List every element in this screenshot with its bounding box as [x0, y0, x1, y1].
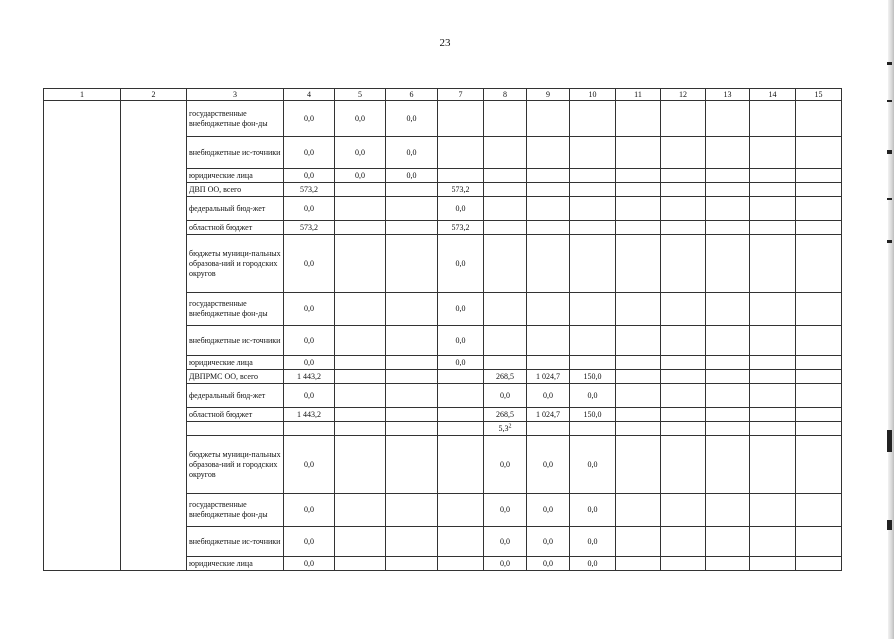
table-cell: 0,0 — [527, 436, 570, 494]
table-cell — [796, 137, 842, 169]
table-cell — [661, 527, 706, 557]
table-cell: 573,2 — [284, 183, 335, 197]
scan-mark — [887, 430, 892, 452]
table-cell — [386, 197, 438, 221]
table-row — [44, 101, 842, 137]
table-cell — [484, 326, 527, 356]
column-header: 7 — [438, 89, 484, 101]
table-cell — [750, 137, 796, 169]
table-cell: 268,5 — [484, 408, 527, 422]
table-cell — [706, 494, 750, 527]
column-header: 6 — [386, 89, 438, 101]
table-cell: 0,0 — [570, 527, 616, 557]
table-cell — [527, 169, 570, 183]
table-cell — [616, 436, 661, 494]
table-cell: 0,0 — [438, 197, 484, 221]
row-label: бюджеты муници-пальных образова-ний и городских округов — [187, 436, 284, 494]
scan-edge — [888, 0, 894, 639]
table-cell — [706, 557, 750, 571]
table-cell: 0,0 — [284, 436, 335, 494]
scan-mark — [887, 100, 892, 102]
table-cell — [750, 197, 796, 221]
table-cell — [335, 384, 386, 408]
table-cell — [484, 235, 527, 293]
table-cell — [661, 370, 706, 384]
table-cell: 268,5 — [484, 370, 527, 384]
table-cell — [750, 169, 796, 183]
table-cell — [796, 293, 842, 326]
table-cell — [796, 235, 842, 293]
table-cell — [484, 356, 527, 370]
table-cell: 0,0 — [284, 326, 335, 356]
table-cell: 0,0 — [386, 169, 438, 183]
budget-table — [43, 88, 842, 571]
row-label: федеральный бюд-жет — [187, 384, 284, 408]
table-cell — [661, 494, 706, 527]
table-cell: 0,0 — [284, 197, 335, 221]
table-cell — [386, 293, 438, 326]
column-1-cell — [44, 101, 121, 571]
table-cell — [750, 293, 796, 326]
table-cell: 1 443,2 — [284, 408, 335, 422]
scan-mark — [887, 520, 892, 530]
table-cell — [484, 137, 527, 169]
table-cell — [335, 235, 386, 293]
table-cell — [661, 101, 706, 137]
table-cell — [796, 408, 842, 422]
table-cell — [616, 557, 661, 571]
table-cell — [661, 408, 706, 422]
table-cell — [438, 137, 484, 169]
table-cell: 0,0 — [284, 557, 335, 571]
table-cell — [750, 422, 796, 436]
scan-mark — [887, 198, 892, 200]
table-cell: 0,0 — [284, 101, 335, 137]
table-cell — [706, 408, 750, 422]
table-cell: 0,0 — [570, 557, 616, 571]
table-cell — [706, 356, 750, 370]
row-label: внебюджетные ис-точники — [187, 326, 284, 356]
table-cell — [706, 101, 750, 137]
table-body — [44, 101, 842, 571]
table-cell: 0,0 — [438, 293, 484, 326]
column-header: 14 — [750, 89, 796, 101]
table-cell — [527, 422, 570, 436]
table-cell — [706, 422, 750, 436]
row-label: государственные внебюджетные фон-ды — [187, 101, 284, 137]
table-cell — [616, 169, 661, 183]
table-cell: 0,0 — [570, 384, 616, 408]
table-cell — [386, 235, 438, 293]
table-cell — [706, 293, 750, 326]
table-cell — [616, 408, 661, 422]
column-header: 5 — [335, 89, 386, 101]
column-header: 13 — [706, 89, 750, 101]
table-cell — [570, 137, 616, 169]
table-cell — [438, 494, 484, 527]
table-cell — [706, 235, 750, 293]
table-cell — [438, 557, 484, 571]
table-cell — [750, 356, 796, 370]
column-header: 3 — [187, 89, 284, 101]
table-cell — [750, 527, 796, 557]
table-cell — [661, 422, 706, 436]
table-cell — [616, 326, 661, 356]
table-cell — [527, 326, 570, 356]
footnote-mark: 2 — [508, 422, 512, 429]
table-cell — [616, 384, 661, 408]
table-cell: 0,0 — [335, 101, 386, 137]
table-cell — [438, 169, 484, 183]
table-cell — [484, 183, 527, 197]
row-label: ДВПРМС ОО, всего — [187, 370, 284, 384]
table-cell — [335, 326, 386, 356]
table-cell: 0,0 — [335, 137, 386, 169]
column-header: 4 — [284, 89, 335, 101]
table-cell — [796, 326, 842, 356]
table-cell — [335, 408, 386, 422]
table-cell — [616, 137, 661, 169]
table-cell: 0,0 — [527, 384, 570, 408]
column-header: 1 — [44, 89, 121, 101]
table-cell: 0,0 — [284, 235, 335, 293]
table-cell — [386, 326, 438, 356]
column-header: 2 — [121, 89, 187, 101]
table-cell — [661, 356, 706, 370]
scan-mark — [887, 150, 892, 154]
table-cell: 573,2 — [438, 183, 484, 197]
table-cell: 0,0 — [484, 384, 527, 408]
table-cell — [706, 384, 750, 408]
table-cell — [750, 101, 796, 137]
table-cell: 0,0 — [284, 293, 335, 326]
table-cell — [661, 183, 706, 197]
table-cell — [750, 183, 796, 197]
table-cell — [750, 370, 796, 384]
table-cell: 573,2 — [284, 221, 335, 235]
table-cell — [527, 221, 570, 235]
table-cell — [335, 494, 386, 527]
table-cell — [661, 197, 706, 221]
table-cell — [661, 557, 706, 571]
scan-mark — [887, 240, 892, 243]
row-label: государственные внебюджетные фон-ды — [187, 293, 284, 326]
column-header: 8 — [484, 89, 527, 101]
table-cell — [616, 183, 661, 197]
table-cell — [661, 326, 706, 356]
table-cell — [796, 356, 842, 370]
table-cell — [438, 384, 484, 408]
table-cell — [570, 326, 616, 356]
table-cell — [335, 183, 386, 197]
page-number: 23 — [439, 37, 451, 49]
table-cell — [706, 326, 750, 356]
table-cell — [796, 197, 842, 221]
table-cell — [386, 370, 438, 384]
table-cell: 0,0 — [484, 436, 527, 494]
table-cell — [706, 197, 750, 221]
table-cell: 0,0 — [284, 527, 335, 557]
table-cell — [438, 408, 484, 422]
table-cell — [438, 527, 484, 557]
table-cell — [386, 527, 438, 557]
table-cell: 150,0 — [570, 370, 616, 384]
table-cell — [484, 221, 527, 235]
table-cell: 1 024,7 — [527, 370, 570, 384]
table-cell — [661, 235, 706, 293]
table-cell — [706, 436, 750, 494]
table-cell — [661, 436, 706, 494]
table-cell: 150,0 — [570, 408, 616, 422]
table-cell — [661, 221, 706, 235]
table-cell — [527, 356, 570, 370]
table-cell — [527, 197, 570, 221]
column-header: 15 — [796, 89, 842, 101]
table-cell — [438, 422, 484, 436]
table-cell — [796, 169, 842, 183]
table-cell — [484, 197, 527, 221]
table-cell — [570, 183, 616, 197]
table-cell — [706, 137, 750, 169]
table-cell: 0,0 — [386, 101, 438, 137]
table-cell: 0,0 — [284, 494, 335, 527]
table-cell — [335, 356, 386, 370]
table-cell — [570, 101, 616, 137]
table-cell — [661, 137, 706, 169]
table-cell — [616, 356, 661, 370]
table-cell — [616, 527, 661, 557]
table-cell: 0,0 — [527, 494, 570, 527]
table-cell: 0,0 — [438, 326, 484, 356]
table-cell — [527, 235, 570, 293]
table-cell — [386, 494, 438, 527]
table-cell — [750, 221, 796, 235]
table-cell — [661, 384, 706, 408]
table-cell — [616, 235, 661, 293]
table-cell — [570, 221, 616, 235]
table-cell — [661, 293, 706, 326]
table-cell — [750, 235, 796, 293]
column-header: 10 — [570, 89, 616, 101]
table-cell — [570, 356, 616, 370]
table-cell — [484, 169, 527, 183]
table-header-row — [44, 89, 842, 101]
table-cell — [796, 436, 842, 494]
table-cell: 0,0 — [284, 384, 335, 408]
table-cell: 0,0 — [484, 557, 527, 571]
table-cell: 0,0 — [527, 557, 570, 571]
table-cell: 0,0 — [484, 494, 527, 527]
table-cell — [386, 436, 438, 494]
table-cell — [750, 384, 796, 408]
table-cell — [570, 235, 616, 293]
table-cell — [386, 422, 438, 436]
row-label: областной бюджет — [187, 408, 284, 422]
table-cell — [796, 370, 842, 384]
table-cell — [335, 557, 386, 571]
table-cell: 0,0 — [284, 356, 335, 370]
table-cell — [438, 370, 484, 384]
table-cell — [570, 169, 616, 183]
table-cell — [706, 527, 750, 557]
row-label: государственные внебюджетные фон-ды — [187, 494, 284, 527]
row-label: юридические лица — [187, 356, 284, 370]
table-cell — [570, 422, 616, 436]
table-cell — [796, 527, 842, 557]
row-label: внебюджетные ис-точники — [187, 527, 284, 557]
table-cell — [796, 422, 842, 436]
table-cell — [386, 356, 438, 370]
table-cell — [750, 408, 796, 422]
table-cell: 0,0 — [484, 527, 527, 557]
table-cell — [570, 197, 616, 221]
table-cell: 0,0 — [438, 235, 484, 293]
table-cell — [706, 169, 750, 183]
table-cell: 573,2 — [438, 221, 484, 235]
table-cell — [335, 197, 386, 221]
table-cell — [750, 494, 796, 527]
table-cell — [386, 221, 438, 235]
cell-value: 5,3 — [498, 423, 509, 433]
table-cell: 0,0 — [284, 137, 335, 169]
table-cell — [438, 101, 484, 137]
table-cell: 0,0 — [438, 356, 484, 370]
table-cell — [616, 293, 661, 326]
table-cell — [386, 384, 438, 408]
table-cell — [335, 221, 386, 235]
table-cell — [796, 384, 842, 408]
column-header: 11 — [616, 89, 661, 101]
table-cell — [335, 293, 386, 326]
table-cell — [796, 221, 842, 235]
table-cell — [796, 494, 842, 527]
table-cell — [750, 436, 796, 494]
table-cell — [527, 183, 570, 197]
table-cell — [750, 326, 796, 356]
table-cell — [386, 408, 438, 422]
column-2-cell — [121, 101, 187, 571]
row-label: ДВП ОО, всего — [187, 183, 284, 197]
table-cell — [570, 293, 616, 326]
column-header: 9 — [527, 89, 570, 101]
table-cell — [484, 101, 527, 137]
table-cell — [616, 221, 661, 235]
table-cell — [484, 422, 527, 436]
table-cell — [484, 293, 527, 326]
table-cell: 0,0 — [570, 494, 616, 527]
table-cell — [706, 221, 750, 235]
table-cell — [796, 183, 842, 197]
table-cell — [616, 494, 661, 527]
table-cell — [386, 557, 438, 571]
table-cell: 1 024,7 — [527, 408, 570, 422]
table-cell — [616, 101, 661, 137]
scan-mark — [887, 62, 892, 65]
table-cell: 0,0 — [386, 137, 438, 169]
row-label: юридические лица — [187, 557, 284, 571]
row-label: федеральный бюд-жет — [187, 197, 284, 221]
table-cell — [796, 557, 842, 571]
table-cell — [386, 183, 438, 197]
table-cell — [750, 557, 796, 571]
table-cell — [527, 293, 570, 326]
table-cell — [616, 370, 661, 384]
table-cell: 1 443,2 — [284, 370, 335, 384]
table-cell: 0,0 — [570, 436, 616, 494]
table-cell — [335, 370, 386, 384]
table-cell — [438, 436, 484, 494]
table-cell — [616, 422, 661, 436]
table-cell — [527, 101, 570, 137]
row-label: бюджеты муници-пальных образова-ний и городских округов — [187, 235, 284, 293]
row-label — [187, 422, 284, 436]
table-cell — [335, 527, 386, 557]
table-cell — [527, 137, 570, 169]
table-cell: 0,0 — [284, 169, 335, 183]
table-cell: 0,0 — [335, 169, 386, 183]
table-cell — [796, 101, 842, 137]
table-cell — [661, 169, 706, 183]
table-cell — [706, 370, 750, 384]
table-cell — [335, 436, 386, 494]
table-cell — [706, 183, 750, 197]
table-cell: 0,0 — [527, 527, 570, 557]
column-header: 12 — [661, 89, 706, 101]
table-cell — [284, 422, 335, 436]
table-cell — [616, 197, 661, 221]
row-label: областной бюджет — [187, 221, 284, 235]
table-cell — [335, 422, 386, 436]
row-label: внебюджетные ис-точники — [187, 137, 284, 169]
row-label: юридические лица — [187, 169, 284, 183]
